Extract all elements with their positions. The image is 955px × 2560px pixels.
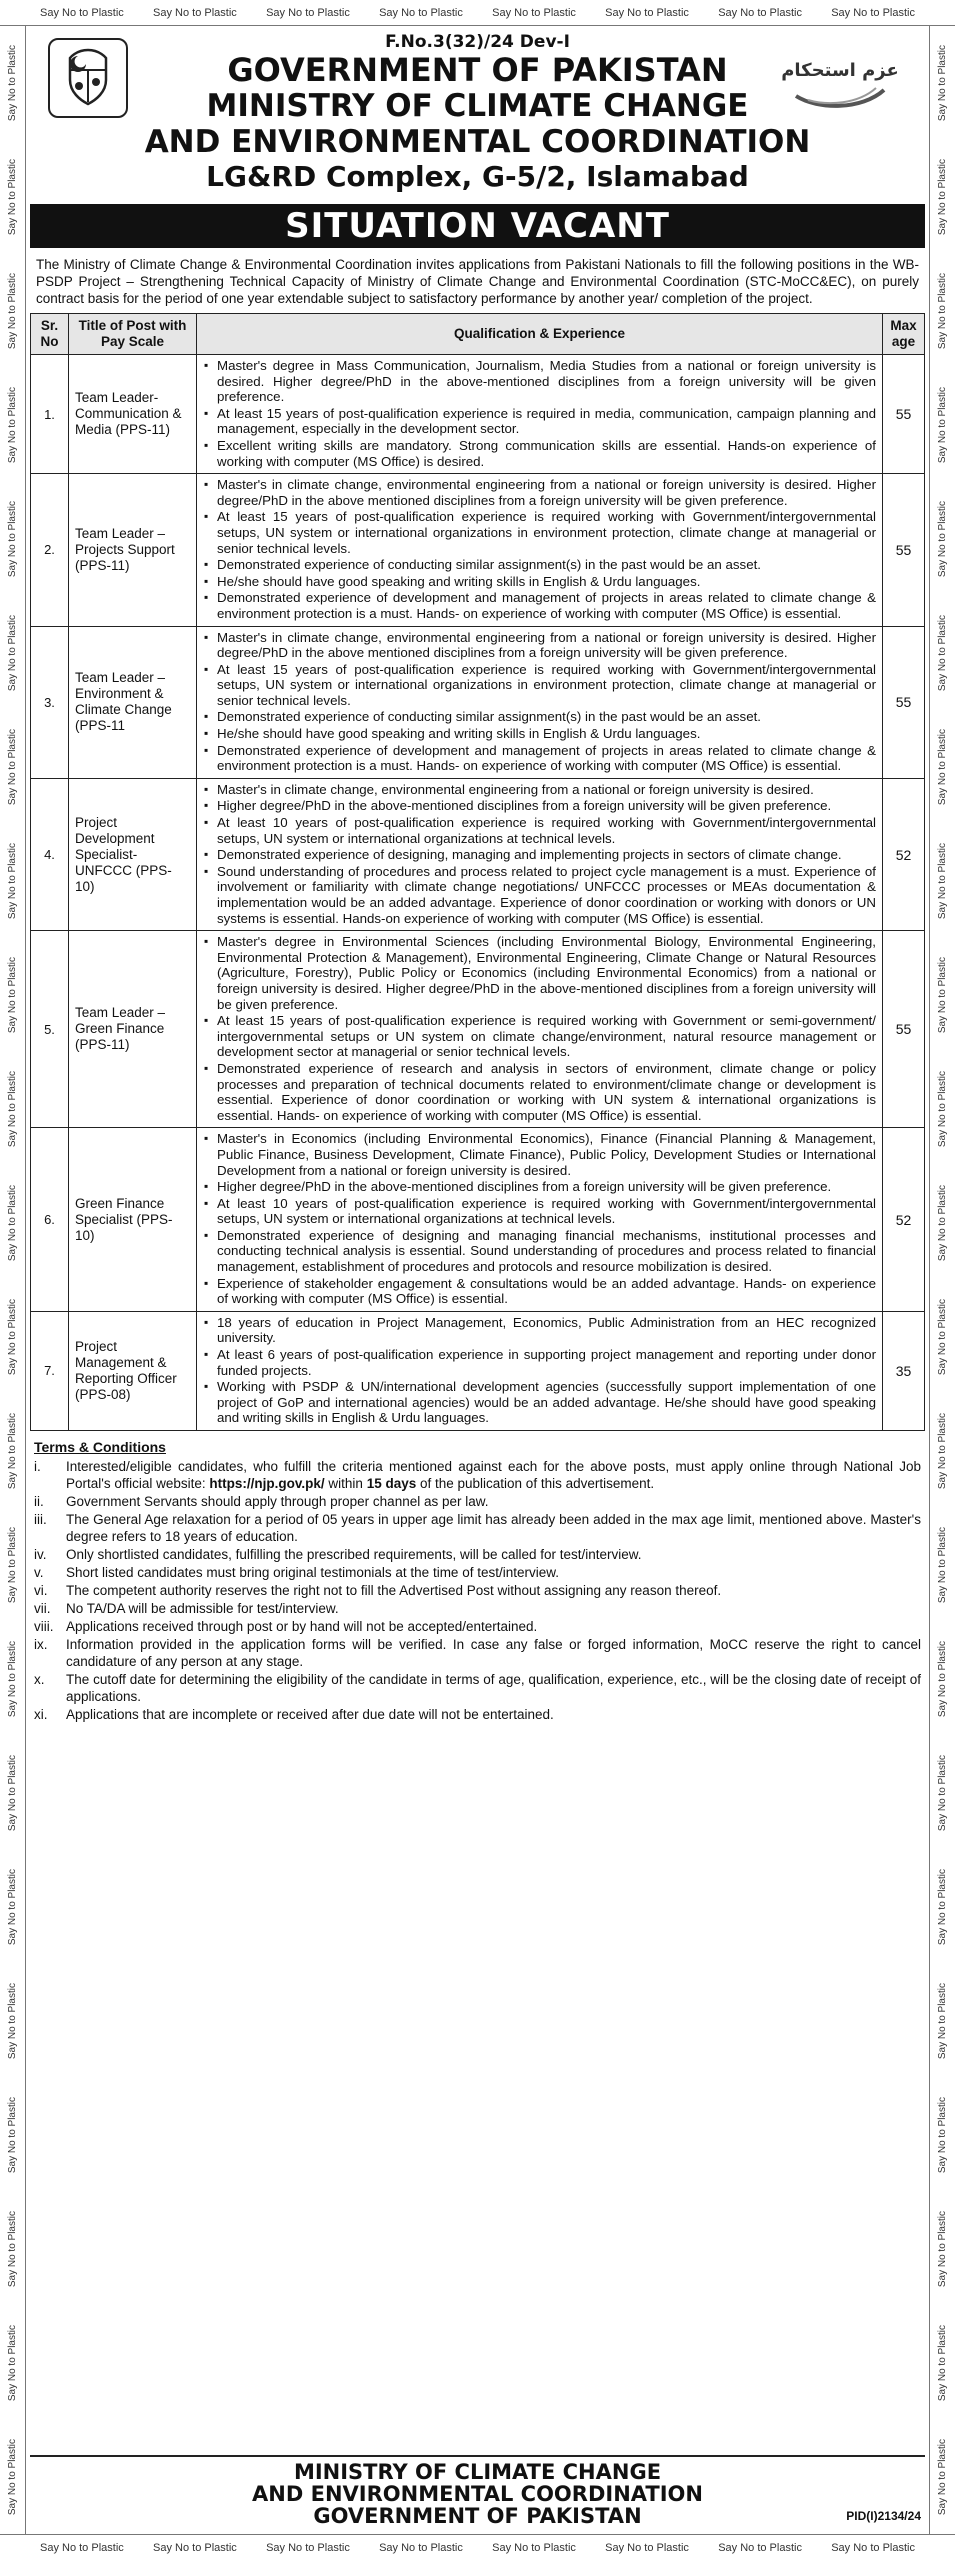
term-text: The competent authority reserves the right not to fill the Advertised Post without assigning any reason thereof. (66, 1583, 722, 1598)
post-title: Team Leader – Projects Support (PPS-11) (69, 474, 197, 626)
watermark-strip-top (0, 0, 955, 26)
post-title: Green Finance Specialist (PPS-10) (69, 1128, 197, 1312)
term-number: x. (34, 1672, 45, 1687)
watermark-text: Say No to Plastic (7, 956, 18, 1034)
footer-ministry: MINISTRY OF CLIMATE CHANGE (293, 2460, 662, 2484)
qualification-cell (197, 626, 883, 778)
term-number: vi. (34, 1583, 48, 1598)
qualification-item: ▪ At least 15 years of post-qualification experience is required working with Government or semi-government/ intergovernmental setups or UN system on climate change/environment, natural resource management or development sector at managerial or senior technical levels. (201, 1013, 876, 1060)
qualification-item: ▪ Master's in climate change, environmental engineering from a national or foreign university is desired. (201, 782, 876, 798)
watermark-text: Say No to Plastic (937, 2096, 948, 2174)
watermark-text: Say No to Plastic (7, 1754, 18, 1832)
serial-number: 1. (31, 355, 69, 474)
watermark-text: Say No to Plastic (7, 500, 18, 578)
watermark-text: Say No to Plastic (40, 2541, 124, 2554)
position-row (31, 1311, 925, 1430)
watermark-text: Say No to Plastic (7, 272, 18, 350)
watermark-text: Say No to Plastic (718, 6, 802, 19)
watermark-text: Say No to Plastic (937, 1754, 948, 1832)
qualification-item: ▪ Demonstrated experience of conducting similar assignment(s) in the past would be an asset. (201, 557, 876, 573)
positions-table (30, 313, 925, 1431)
watermark-text: Say No to Plastic (7, 1526, 18, 1604)
watermark-text: Say No to Plastic (379, 6, 463, 19)
serial-number: 6. (31, 1128, 69, 1312)
table-header-row (31, 314, 925, 355)
term-text: Government Servants should apply through proper channel as per law. (66, 1494, 489, 1509)
watermark-text: Say No to Plastic (7, 728, 18, 806)
term-text: The General Age relaxation for a period of 05 years in upper age limit has already been added in the max age limit, mentioned above. Master's degree refers to 18 years of education. (66, 1512, 921, 1544)
advertisement-header (30, 30, 925, 200)
qualification-item: ▪ Master's in climate change, environmental engineering from a national or foreign university is desired. Higher degree/PhD in the above mentioned disciplines from a foreign university will be given preference. (201, 630, 876, 661)
qualification-item: ▪ At least 15 years of post-qualification experience is required working with Government/intergovernmental setups, UN system or international organizations in environment protection, climate change at managerial or senior technical levels. (201, 662, 876, 709)
government-title: GOVERNMENT OF PAKISTAN (227, 51, 728, 89)
term-number: xi. (34, 1707, 48, 1722)
term-item (34, 1511, 921, 1545)
serial-number: 7. (31, 1311, 69, 1430)
qualification-item: ▪ He/she should have good speaking and writing skills in English & Urdu languages. (201, 726, 876, 742)
watermark-text: Say No to Plastic (937, 2210, 948, 2288)
max-age: 55 (883, 626, 925, 778)
qualification-item: ▪ At least 15 years of post-qualification experience is required in media, communication, campaign planning and management, especially in the development sector. (201, 406, 876, 437)
term-text: No TA/DA will be admissible for test/interview. (66, 1601, 339, 1616)
watermark-text: Say No to Plastic (7, 1070, 18, 1148)
serial-number: 5. (31, 931, 69, 1128)
watermark-text: Say No to Plastic (937, 44, 948, 122)
advertisement (30, 30, 925, 2530)
watermark-text: Say No to Plastic (831, 6, 915, 19)
qualification-item: ▪ At least 15 years of post-qualification experience is required working with Government/intergovernmental setups, UN system or international organizations in environment protection, climate change at managerial or senior technical levels. (201, 509, 876, 556)
watermark-text: Say No to Plastic (153, 2541, 237, 2554)
watermark-text: Say No to Plastic (7, 1982, 18, 2060)
term-item (34, 1564, 921, 1581)
term-number: v. (34, 1565, 44, 1580)
qualification-cell (197, 1311, 883, 1430)
watermark-text: Say No to Plastic (937, 500, 948, 578)
watermark-text: Say No to Plastic (937, 1070, 948, 1148)
watermark-text: Say No to Plastic (492, 2541, 576, 2554)
qualification-item: ▪ Master's in Economics (including Environmental Economics), Finance (Financial Planning & Management, Public Finance, Business Development, Climate Finance), Public Policy, Development Studies or International Development from a national or foreign university is desired. (201, 1131, 876, 1178)
ministry-address: LG&RD Complex, G-5/2, Islamabad (206, 160, 749, 193)
max-age: 55 (883, 931, 925, 1128)
post-title: Team Leader-Communication & Media (PPS-11) (69, 355, 197, 474)
situation-vacant-banner: SITUATION VACANT (30, 204, 925, 248)
qualification-item: ▪ Sound understanding of procedures and process related to project cycle management is a must. Experience of involvement or familiarity with climate change negotiations/ UNFCCC processes or MEAs documentation & implementation would be an added advantage. Experience of donor coordination or working with donors or UN systems is essential. Hands-on experience of working with computer (MS Office) is essential. (201, 864, 876, 926)
watermark-text: Say No to Plastic (937, 272, 948, 350)
ministry-title: MINISTRY OF CLIMATE CHANGE (206, 88, 749, 124)
post-title: Project Development Specialist-UNFCCC (PPS-10) (69, 778, 197, 930)
qualification-item: ▪ Demonstrated experience of research and analysis in sectors of environment, climate change or policy processes and preparation of technical documents related to environment/climate change or development is essential. Experience of donor coordination or working with UN system & international organizations is essential. Hands- on experience of working with computer (MS Office) is essential. (201, 1061, 876, 1123)
position-row (31, 778, 925, 930)
njp-portal-link[interactable]: https://njp.gov.pk/ (209, 1476, 325, 1491)
term-item (34, 1618, 921, 1635)
term-text-part: Interested/eligible candidates, who fulfill the criteria mentioned against each for the above posts, must apply online through National Job Portal's official website: (66, 1459, 921, 1491)
qualification-item: ▪ 18 years of education in Project Management, Economics, Public Administration from an HEC recognized university. (201, 1315, 876, 1346)
max-age: 35 (883, 1311, 925, 1430)
position-row (31, 626, 925, 778)
watermark-text: Say No to Plastic (7, 1298, 18, 1376)
term-number: iii. (34, 1512, 47, 1527)
watermark-text: Say No to Plastic (937, 2438, 948, 2516)
terms-section (30, 1431, 925, 1723)
max-age: 52 (883, 1128, 925, 1312)
max-age: 52 (883, 778, 925, 930)
term-text-part: within (324, 1476, 367, 1491)
qualification-item: ▪ Demonstrated experience of conducting similar assignment(s) in the past would be an asset. (201, 709, 876, 725)
watermark-text: Say No to Plastic (937, 1184, 948, 1262)
term-item (34, 1600, 921, 1617)
watermark-text: Say No to Plastic (7, 2210, 18, 2288)
watermark-text: Say No to Plastic (7, 614, 18, 692)
watermark-text: Say No to Plastic (831, 2541, 915, 2554)
watermark-text: Say No to Plastic (937, 1526, 948, 1604)
term-number: iv. (34, 1547, 47, 1562)
ministry-title-line2: AND ENVIRONMENTAL COORDINATION (144, 124, 811, 160)
qualification-item: ▪ Higher degree/PhD in the above-mentioned disciplines from a foreign university will be given preference. (201, 798, 876, 814)
term-item (34, 1636, 921, 1670)
qualification-item: ▪ Working with PSDP & UN/international development agencies (successfully support implementation of one project of GoP and international agencies) would be an added advantage. He/she should have good speaking and writing skills in English & Urdu languages. (201, 1379, 876, 1426)
term-item (34, 1493, 921, 1510)
terms-title: Terms & Conditions (34, 1439, 166, 1455)
qualification-item: ▪ Master's in climate change, environmental engineering from a national or foreign university is desired. Higher degree/PhD in the above mentioned disciplines from a foreign university will be given preference. (201, 477, 876, 508)
qualification-cell (197, 474, 883, 626)
watermark-text: Say No to Plastic (937, 1982, 948, 2060)
watermark-text: Say No to Plastic (7, 1640, 18, 1718)
watermark-text: Say No to Plastic (7, 2438, 18, 2516)
deadline-days: 15 days (366, 1476, 417, 1491)
azm-e-istehkam-logo (781, 38, 899, 118)
watermark-text: Say No to Plastic (7, 1184, 18, 1262)
term-text: The cutoff date for determining the eligibility of the candidate in terms of age, qualification, experience, etc., will be the closing date of receipt of applications. (66, 1672, 921, 1704)
watermark-strip-right (929, 26, 955, 2534)
qualification-cell (197, 1128, 883, 1312)
watermark-text: Say No to Plastic (718, 2541, 802, 2554)
post-title: Project Management & Reporting Officer (PPS-08) (69, 1311, 197, 1430)
watermark-text: Say No to Plastic (379, 2541, 463, 2554)
term-text-part: of the publication of this advertisement. (416, 1476, 655, 1491)
file-number: F.No.3(32)/24 Dev-I (385, 32, 570, 52)
term-item (34, 1546, 921, 1563)
watermark-text: Say No to Plastic (937, 1412, 948, 1490)
watermark-text: Say No to Plastic (7, 1868, 18, 1946)
watermark-text: Say No to Plastic (7, 2096, 18, 2174)
watermark-strip-left (0, 26, 26, 2534)
watermark-text: Say No to Plastic (937, 1298, 948, 1376)
watermark-text: Say No to Plastic (7, 1412, 18, 1490)
qualification-cell (197, 355, 883, 474)
header-sr-no: Sr. No (31, 314, 69, 355)
watermark-text: Say No to Plastic (937, 728, 948, 806)
header-post-title: Title of Post with Pay Scale (69, 314, 197, 355)
watermark-text: Say No to Plastic (7, 842, 18, 920)
term-item (34, 1706, 921, 1723)
pid-number: PID(I)2134/24 (846, 2509, 921, 2523)
qualification-item: ▪ At least 10 years of post-qualification experience is required working with Government/intergovernmental setups, UN system or international organizations at technical levels. (201, 815, 876, 846)
max-age: 55 (883, 355, 925, 474)
watermark-text: Say No to Plastic (266, 6, 350, 19)
watermark-text: Say No to Plastic (40, 6, 124, 19)
term-number: vii. (34, 1601, 51, 1616)
footer-ministry-line2: AND ENVIRONMENTAL COORDINATION (252, 2482, 703, 2506)
header-qualification: Qualification & Experience (197, 314, 883, 355)
term-text: Short listed candidates must bring original testimonials at the time of test/interview. (66, 1565, 559, 1580)
qualification-item: ▪ At least 6 years of post-qualification experience in supporting project management and reporting under donor funded projects. (201, 1347, 876, 1378)
term-text: Applications that are incomplete or received after due date will not be entertained. (66, 1707, 554, 1722)
position-row (31, 1128, 925, 1312)
term-text (66, 1458, 921, 1492)
qualification-item: ▪ Master's degree in Environmental Sciences (including Environmental Biology, Environmental Engineering, Environmental Protection & Management), Environmental Engineering, Climate Change or Natural Resources (Agriculture, Forestry), Public Policy or Economics (including Environmental Economics) from a national or foreign university is desired. Higher degree/PhD in the above-mentioned disciplines from a foreign university will be given preference. (201, 934, 876, 1012)
watermark-strip-bottom (0, 2534, 955, 2560)
qualification-item: ▪ Demonstrated experience of designing, managing and implementing projects in sectors of climate change. (201, 847, 876, 863)
watermark-text: Say No to Plastic (937, 614, 948, 692)
watermark-text: Say No to Plastic (7, 44, 18, 122)
watermark-text: Say No to Plastic (937, 842, 948, 920)
position-row (31, 355, 925, 474)
watermark-text: Say No to Plastic (937, 1640, 948, 1718)
watermark-text: Say No to Plastic (7, 2324, 18, 2402)
watermark-text: Say No to Plastic (7, 386, 18, 464)
term-item (34, 1582, 921, 1599)
watermark-text: Say No to Plastic (605, 6, 689, 19)
watermark-text: Say No to Plastic (937, 386, 948, 464)
footer-government: GOVERNMENT OF PAKISTAN (313, 2504, 642, 2528)
qualification-item: ▪ Experience of stakeholder engagement & consultations would be an added advantage. Hands- on experience of working with computer (MS Office) is essential. (201, 1276, 876, 1307)
term-number: i. (34, 1459, 41, 1474)
qualification-item: ▪ Demonstrated experience of development and management of projects in areas related to climate change & environment protection is a must. Hands- on experience of working with computer (MS Office) is essential. (201, 743, 876, 774)
qualification-cell (197, 778, 883, 930)
term-number: ii. (34, 1494, 44, 1509)
position-row (31, 931, 925, 1128)
watermark-text: Say No to Plastic (153, 6, 237, 19)
term-text: Only shortlisted candidates, fulfilling the prescribed requirements, will be called for test/interview. (66, 1547, 642, 1562)
watermark-text: Say No to Plastic (605, 2541, 689, 2554)
header-max-age: Max age (883, 314, 925, 355)
serial-number: 3. (31, 626, 69, 778)
qualification-item: ▪ At least 10 years of post-qualification experience is required working with Government/intergovernmental setups, UN system or international organizations at technical levels. (201, 1196, 876, 1227)
state-emblem-icon (48, 38, 128, 118)
watermark-text: Say No to Plastic (937, 158, 948, 236)
term-item (34, 1458, 921, 1492)
post-title: Team Leader – Green Finance (PPS-11) (69, 931, 197, 1128)
serial-number: 4. (31, 778, 69, 930)
intro-paragraph: The Ministry of Climate Change & Environmental Coordination invites applications from Pakistani Nationals to fill the following positions in the WB-PSDP Project – Strengthening Technical Capacity of Ministry of Climate Change and Environmental Coordination (STC-MoCC&EC), on purely contract basis for the period of one year extendable subject to satisfactory performance by another year/ completion of the project. (36, 257, 919, 306)
serial-number: 2. (31, 474, 69, 626)
term-item (34, 1671, 921, 1705)
max-age: 55 (883, 474, 925, 626)
watermark-text: Say No to Plastic (266, 2541, 350, 2554)
qualification-item: ▪ He/she should have good speaking and writing skills in English & Urdu languages. (201, 574, 876, 590)
qualification-item: ▪ Master's degree in Mass Communication, Journalism, Media Studies from a national or foreign university is desired. Higher degree/PhD in the above-mentioned disciplines from a foreign university will be given preference. (201, 358, 876, 405)
watermark-text: Say No to Plastic (937, 1868, 948, 1946)
qualification-item: ▪ Higher degree/PhD in the above-mentioned disciplines from a foreign university will be given preference. (201, 1179, 876, 1195)
term-text: Applications received through post or by hand will not be accepted/entertained. (66, 1619, 538, 1634)
post-title: Team Leader – Environment & Climate Change (PPS-11 (69, 626, 197, 778)
term-text: Information provided in the application forms will be verified. In case any false or forged information, MoCC reserve the right to cancel candidature of any person at any stage. (66, 1637, 921, 1669)
watermark-text: Say No to Plastic (937, 2324, 948, 2402)
position-row (31, 474, 925, 626)
logo-text: عزم استحکام (781, 60, 899, 81)
term-number: viii. (34, 1619, 54, 1634)
watermark-text: Say No to Plastic (937, 956, 948, 1034)
qualification-cell (197, 931, 883, 1128)
term-number: ix. (34, 1637, 48, 1652)
watermark-text: Say No to Plastic (7, 158, 18, 236)
qualification-item: ▪ Demonstrated experience of designing and managing financial mechanisms, institutional processes and conducting technical analysis is essential. Sound understanding of procedures and process related to financial management, establishment of procedures and protocols and resource mobilization is desired. (201, 1228, 876, 1275)
advertisement-footer (30, 2455, 925, 2528)
qualification-item: ▪ Demonstrated experience of development and management of projects in areas related to climate change & environment protection is a must. Hands- on experience of working with computer (MS Office) is essential. (201, 590, 876, 621)
qualification-item: ▪ Excellent writing skills are mandatory. Strong communication skills are essential. Hands-on experience of working with computer (MS Office) is desired. (201, 438, 876, 469)
watermark-text: Say No to Plastic (492, 6, 576, 19)
